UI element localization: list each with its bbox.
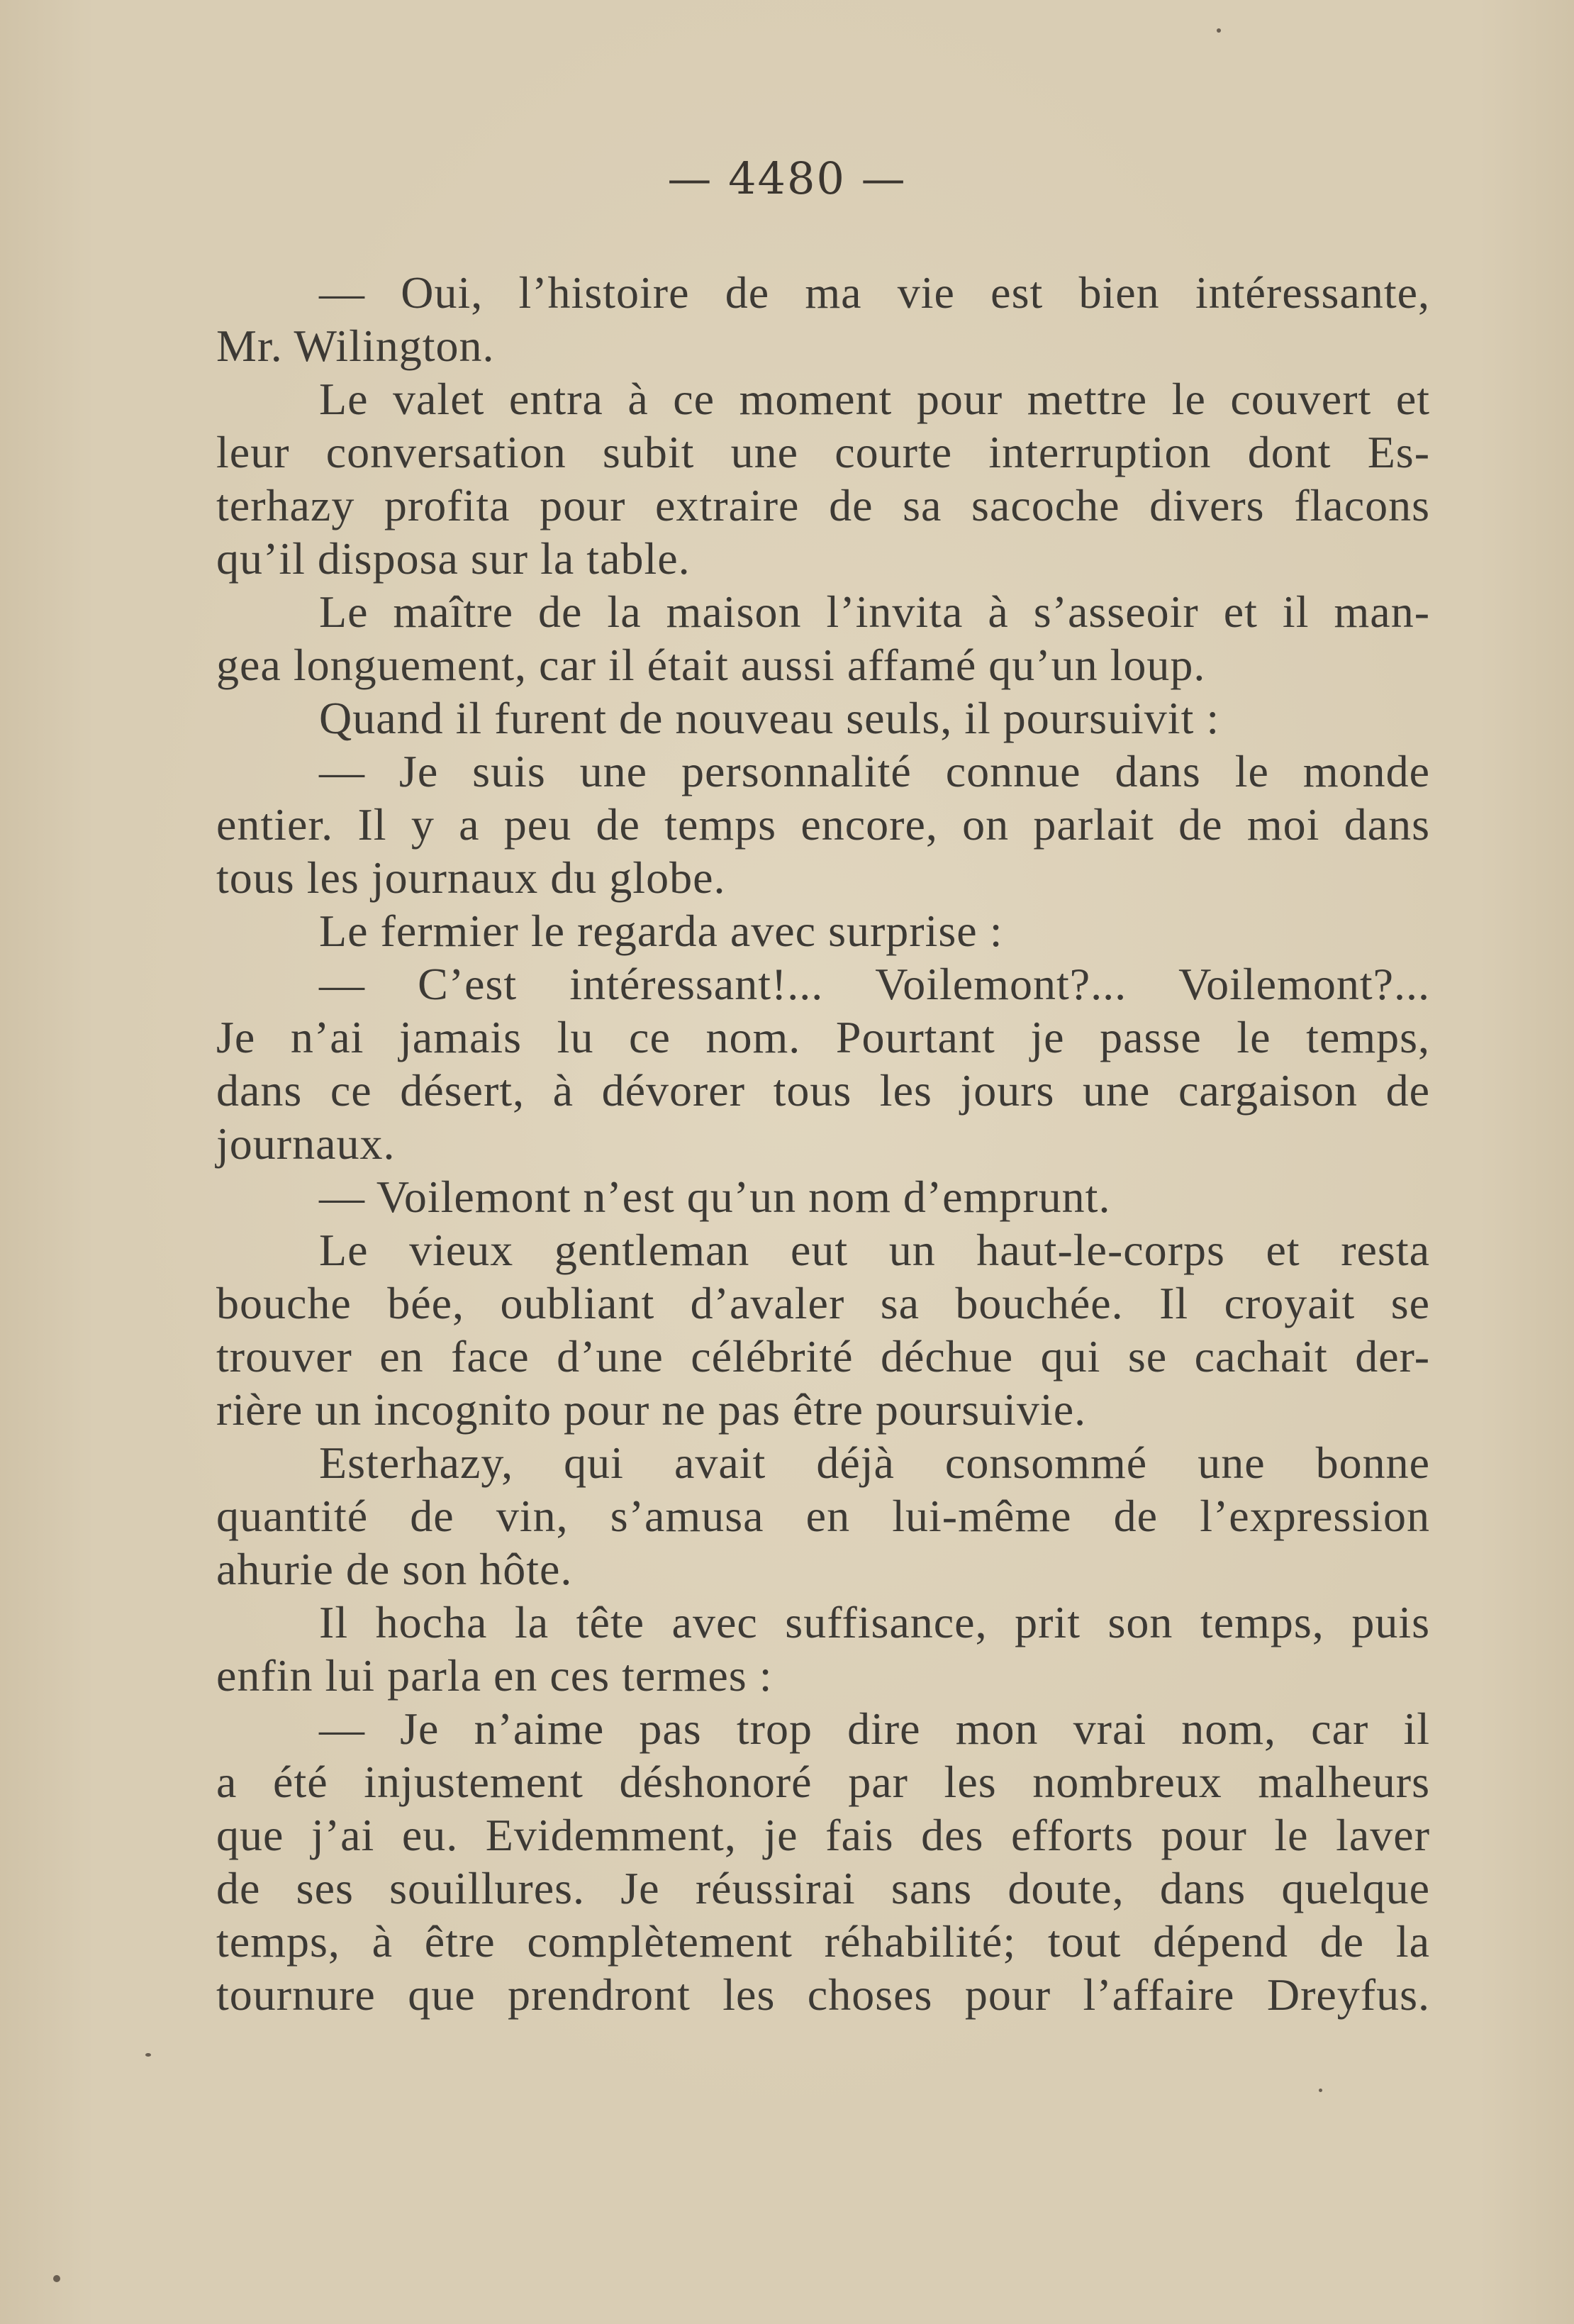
text-line: trouver en face d’une célébrité déchue qui se cachait der-: [216, 1331, 1430, 1381]
text-line: temps, à être complètement réhabilité; tout dépend de la: [216, 1916, 1430, 1967]
text-line: leur conversation subit une courte interruption dont Es-: [216, 427, 1430, 477]
text-line: — Oui, l’histoire de ma vie est bien intéressante,: [319, 267, 1430, 318]
text-line: entier. Il y a peu de temps encore, on parlait de moi dans: [216, 799, 1430, 850]
text-line: Le valet entra à ce moment pour mettre le couvert et: [319, 374, 1430, 424]
text-line: Le vieux gentleman eut un haut-le-corps et resta: [319, 1225, 1430, 1275]
text-line: Le maître de la maison l’invita à s’asseoir et il man-: [319, 586, 1430, 637]
text-line: — C’est intéressant!... Voilemont?... Voilemont?...: [319, 959, 1430, 1009]
text-line: rière un incognito pour ne pas être poursuivie.: [216, 1384, 1087, 1435]
text-line: journaux.: [216, 1118, 396, 1169]
text-line: de ses souillures. Je réussirai sans doute, dans quelque: [216, 1863, 1430, 1913]
paper-speck: [1319, 2089, 1322, 2092]
text-line: — Voilemont n’est qu’un nom d’emprunt.: [319, 1172, 1111, 1222]
text-line: enfin lui parla en ces termes :: [216, 1650, 773, 1701]
text-line: quantité de vin, s’amusa en lui-même de l’expression: [216, 1491, 1430, 1541]
text-line: — Je suis une personnalité connue dans le monde: [319, 746, 1430, 796]
page-number: — 4480 —: [667, 152, 907, 204]
text-line: que j’ai eu. Evidemment, je fais des efforts pour le laver: [216, 1810, 1430, 1860]
paper-speck: [1217, 28, 1221, 33]
text-line: dans ce désert, à dévorer tous les jours une cargaison de: [216, 1065, 1430, 1116]
text-line: tous les journaux du globe.: [216, 852, 726, 903]
text-line: Esterhazy, qui avait déjà consommé une bonne: [319, 1438, 1430, 1488]
text-line: a été injustement déshonoré par les nombreux malheurs: [216, 1757, 1430, 1807]
text-line: ahurie de son hôte.: [216, 1544, 573, 1594]
body-text: [216, 266, 1430, 2021]
paper-speck: [53, 2275, 60, 2282]
text-line: terhazy profita pour extraire de sa sacoche divers flacons: [216, 480, 1430, 530]
text-line: bouche bée, oubliant d’avaler sa bouchée. Il croyait se: [216, 1278, 1430, 1328]
text-line: qu’il disposa sur la table.: [216, 533, 691, 584]
text-line: gea longuement, car il était aussi affamé qu’un loup.: [216, 640, 1206, 690]
text-line: Quand il furent de nouveau seuls, il poursuivit :: [319, 693, 1220, 743]
paper-speck: [145, 2053, 151, 2057]
text-line: — Je n’aime pas trop dire mon vrai nom, car il: [319, 1703, 1430, 1754]
text-line: Le fermier le regarda avec surprise :: [319, 906, 1003, 956]
text-line: Mr. Wilington.: [216, 321, 495, 371]
text-line: Je n’ai jamais lu ce nom. Pourtant je passe le temps,: [216, 1012, 1430, 1062]
text-line: tournure que prendront les choses pour l’affaire Dreyfus.: [216, 1969, 1430, 2020]
text-line: Il hocha la tête avec suffisance, prit son temps, puis: [319, 1597, 1430, 1647]
